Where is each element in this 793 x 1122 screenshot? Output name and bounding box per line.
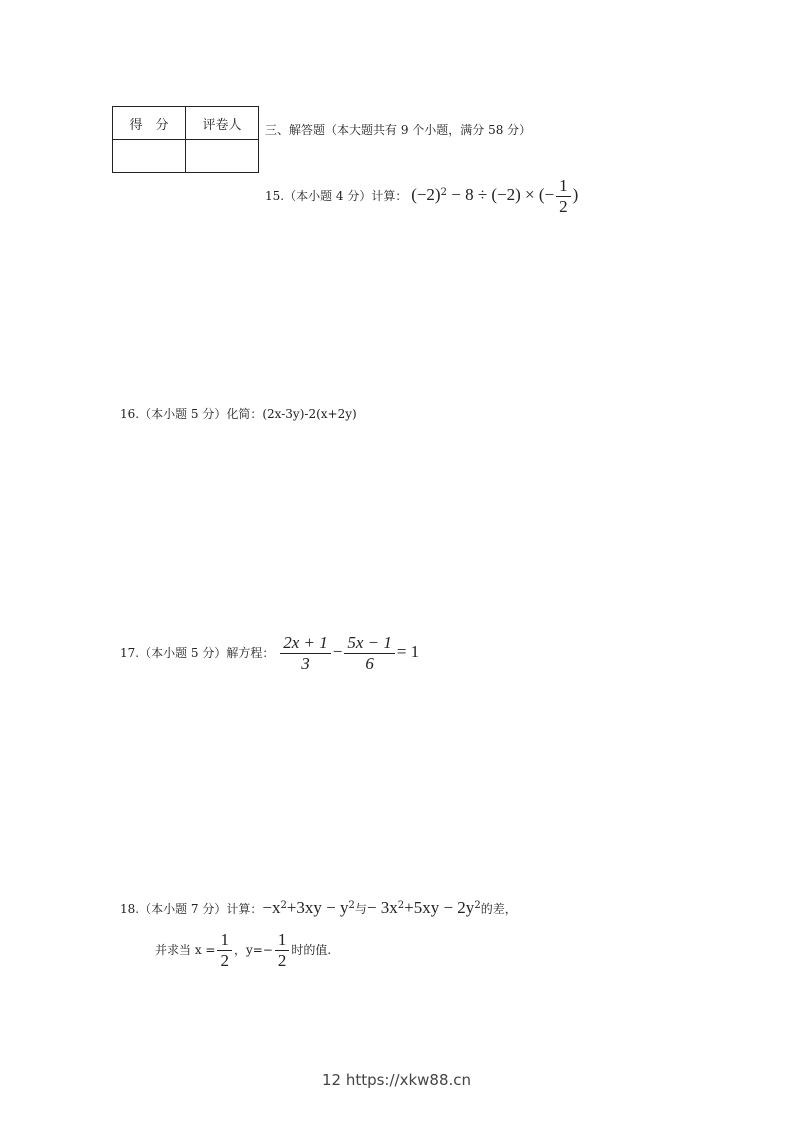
numerator: 1 (556, 176, 571, 197)
exp: 2 (348, 900, 355, 911)
denominator: 2 (220, 951, 229, 970)
numerator: 1 (275, 930, 290, 951)
page-footer: 12 https://xkw88.cn (321, 1071, 472, 1089)
q15-fraction (556, 176, 571, 217)
rhs: = 1 (396, 642, 420, 661)
exp: 2 (397, 900, 405, 911)
score-header: 得 分 (113, 107, 186, 140)
score-cell (113, 140, 186, 173)
denominator: 6 (365, 654, 374, 673)
y-fraction (275, 930, 290, 971)
q17-label: 17.（本小题 5 分）解方程： (120, 646, 275, 660)
text: ，y=− (233, 943, 273, 957)
q18-label: 18.（本小题 7 分）计算： (120, 902, 263, 916)
q15-label: 15.（本小题 4 分）计算： (265, 189, 408, 203)
question-17 (120, 633, 419, 674)
denominator: 2 (559, 197, 568, 216)
exp: 2 (280, 900, 287, 911)
denominator: 3 (301, 654, 310, 673)
section-title: 三、解答题（本大题共有 9 个小题，满分 58 分） (265, 123, 532, 137)
question-15 (265, 176, 578, 217)
text: 并求当 x = (155, 943, 216, 957)
expr: − 3x (366, 898, 398, 917)
q17-fraction-1 (280, 633, 331, 674)
q15-expr: (−2) (411, 185, 441, 204)
q15-close: ) (572, 185, 579, 204)
grader-header: 评卷人 (186, 107, 259, 140)
question-18 (120, 898, 517, 918)
numerator: 1 (217, 930, 232, 951)
expr: −x (262, 898, 281, 917)
expr: +3xy − y (286, 898, 349, 917)
text: 的差， (480, 902, 517, 916)
grader-cell (186, 140, 259, 173)
numerator: 5x − 1 (344, 633, 395, 654)
q16-expr: (2x-3y)-2(x+2y) (262, 407, 357, 421)
question-18-line2 (155, 930, 331, 971)
expr: +5xy − 2y (404, 898, 475, 917)
q16-label: 16.（本小题 5 分）化简： (120, 407, 263, 421)
numerator: 2x + 1 (280, 633, 331, 654)
q15-expr-rest: − 8 ÷ (−2) × (− (446, 185, 555, 204)
minus: − (332, 642, 343, 661)
exp: 2 (474, 900, 481, 911)
text: 与 (354, 902, 367, 916)
score-table (112, 106, 259, 173)
q15-exponent: 2 (440, 187, 447, 198)
denominator: 2 (277, 951, 287, 970)
q17-fraction-2 (344, 633, 395, 674)
x-fraction (217, 930, 232, 971)
question-16 (120, 405, 357, 422)
text: 时的值. (291, 943, 332, 957)
